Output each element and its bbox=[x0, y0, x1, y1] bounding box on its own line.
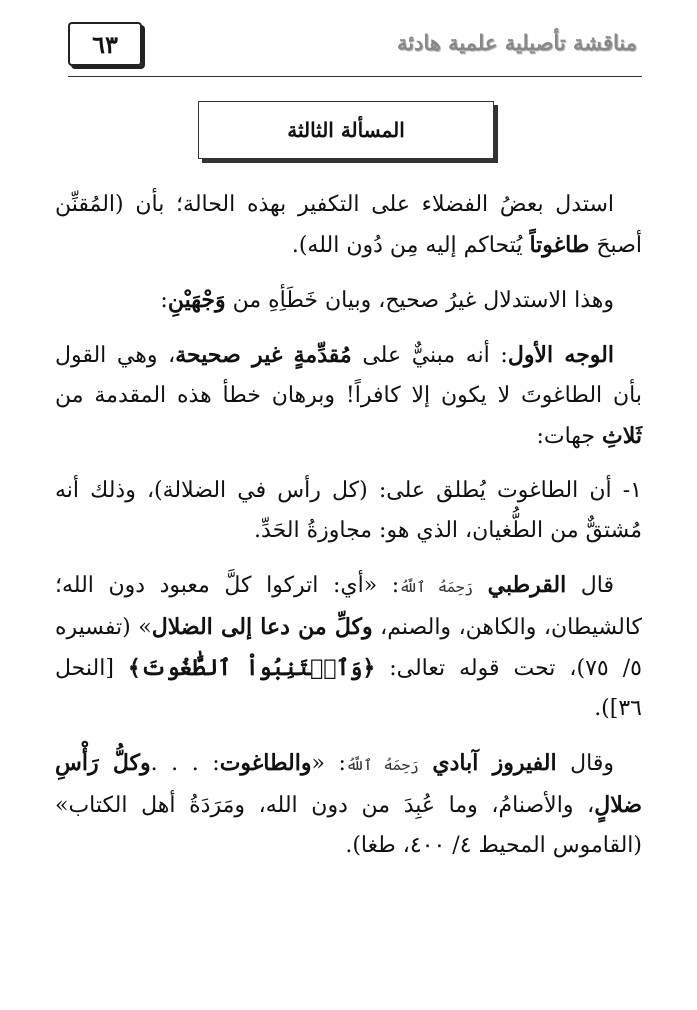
honorific-glyph: رَحِمَهُ ٱللَّهُ bbox=[345, 756, 419, 774]
quote2-text-2: : « bbox=[311, 751, 346, 776]
header-rule bbox=[68, 76, 642, 77]
quote1-text-3: » (تفسيره ٥/ ٧٥)، تحت قوله تعالى: bbox=[55, 615, 642, 681]
quote2-text-3: : . . . bbox=[150, 751, 220, 776]
quote-fairuzabadi bbox=[55, 743, 642, 866]
paragraph-1 bbox=[55, 185, 642, 266]
para2-bold-1: وَجْهَيْنِ bbox=[167, 287, 226, 313]
quote-qurtubi bbox=[55, 565, 642, 729]
para1-text-2: يُتحاكم إليه مِن دُون الله). bbox=[291, 233, 530, 258]
para2-text-1: وهذا الاستدلال غيرُ صحيح، وبيان خَطَأِهِ من bbox=[225, 288, 614, 313]
page-number: ٦٣ bbox=[68, 22, 142, 66]
para1-bold-1: طاغوتاً bbox=[529, 232, 590, 258]
quote2-bold-3: وكلُّ رَأْسِ ضلالٍ bbox=[55, 750, 642, 818]
para3-text-2: ، وهي القول بأن الطاغوتَ لا يكون إلا كافراً! وبرهان خطأ هذه المقدمة من bbox=[55, 343, 642, 408]
paragraph-2 bbox=[55, 280, 642, 321]
body-text bbox=[55, 185, 642, 880]
quote2-text-4: ، والأصنامُ، وما عُبِدَ من دون الله، ومَرَدَةُ أهل الكتاب» (القاموس المحيط ٤/ ٤٠٠، طغا). bbox=[55, 793, 642, 858]
point-1: ١- أن الطاغوت يُطلق على: (كل رأس في الضلالة)، وذلك أنه مُشتقٌّ من الطُّغيان، الذي هو: مجاوزةُ الحَدِّ. bbox=[55, 478, 642, 543]
quote1-text-1: قال bbox=[566, 573, 614, 598]
quran-verse: ﴿وَٱجۡتَنِبُواْ ٱلطَّٰغُوتَ﴾ bbox=[127, 655, 376, 681]
para1-text-1: استدل بعضُ الفضلاء على التكفير بهذه الحالة؛ بأن (المُقنِّن أصبحَ bbox=[55, 192, 642, 258]
paragraph-3 bbox=[55, 335, 642, 457]
quote2-text-1: وقال bbox=[556, 751, 614, 776]
honorific-glyph: رَحِمَهُ ٱللَّهُ bbox=[399, 578, 474, 596]
para3-text-3: جهات: bbox=[536, 424, 603, 449]
quote1-bold-2: وكلِّ من دعا إلى الضلال bbox=[151, 614, 373, 640]
quote1-author: القرطبي bbox=[487, 572, 567, 598]
quote1-text-4: [النحل ٣٦]). bbox=[55, 656, 642, 721]
quote2-author: الفيروز آبادي bbox=[432, 750, 557, 776]
para3-text-1: : أنه مبنيٌّ على bbox=[351, 343, 508, 368]
running-title: مناقشة تأصيلية علمية هادئة bbox=[396, 30, 637, 55]
quote1-text-2: : «أي: اتركوا كلَّ معبود دون الله؛ كالشيطان، والكاهن، والصنم، bbox=[55, 573, 643, 640]
para3-bold-2: مُقدِّمةٍ غير صحيحة bbox=[175, 342, 352, 368]
section-title: المسألة الثالثة bbox=[198, 101, 494, 159]
para3-bold-3: ثَلاثِ bbox=[602, 423, 642, 449]
quote2-bold-2: والطاغوت bbox=[219, 750, 312, 776]
para2-text-2: : bbox=[160, 288, 168, 313]
para3-bold-1: الوجه الأول bbox=[507, 342, 614, 368]
